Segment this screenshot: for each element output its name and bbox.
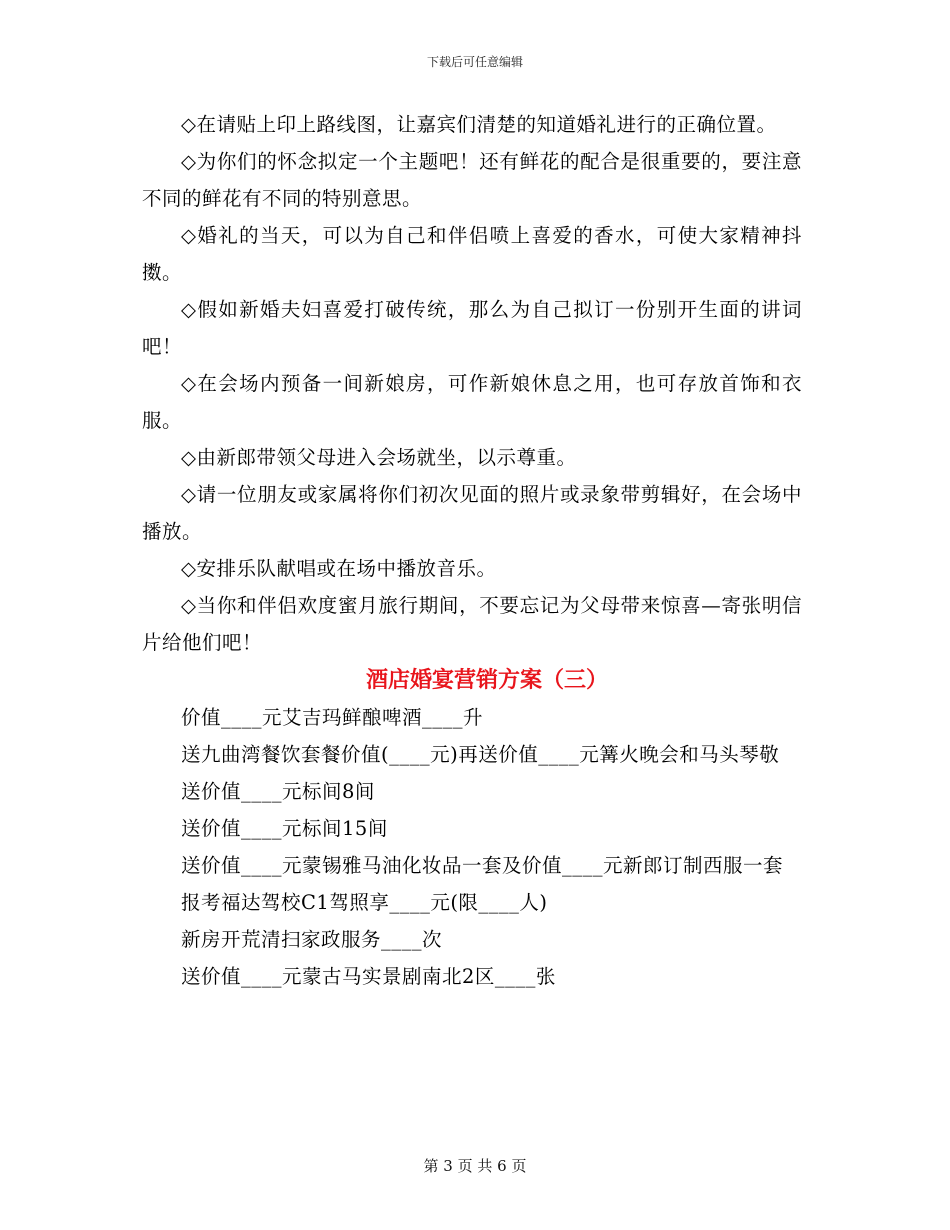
paragraph: 送价值____元蒙锡雅马油化妆品一套及价值____元新郎订制西服一套 [181,854,784,877]
paragraph: ◇在会场内预备一间新娘房，可作新娘休息之用，也可存放首饰和衣服。 [142,372,802,432]
paragraph: 送价值____元标间8间 [181,780,375,803]
paragraph: 送价值____元蒙古马实景剧南北2区____张 [181,965,556,988]
paragraph: ◇婚礼的当天，可以为自己和伴侣喷上喜爱的香水，可使大家精神抖擞。 [142,224,802,284]
section-title: 酒店婚宴营销方案（三） [365,667,608,693]
paragraph: 新房开荒清扫家政服务____次 [181,928,443,951]
page-header: 下载后可任意编辑 [426,55,523,69]
paragraph: ◇假如新婚夫妇喜爱打破传统，那么为自己拟订一份别开生面的讲词吧！ [142,298,802,358]
paragraph: ◇由新郎带领父母进入会场就坐，以示尊重。 [181,446,577,469]
paragraph: 报考福达驾校C1驾照享____元(限____人) [181,891,548,914]
paragraph: ◇在请贴上印上路线图，让嘉宾们清楚的知道婚礼进行的正确位置。 [181,113,777,136]
paragraph: ◇请一位朋友或家属将你们初次见面的照片或录象带剪辑好，在会场中播放。 [142,483,802,543]
paragraph: ◇安排乐队献唱或在场中播放音乐。 [181,557,497,580]
paragraph: 送九曲湾餐饮套餐价值(____元)再送价值____元篝火晚会和马头琴敬 [181,743,780,766]
paragraph: 价值____元艾吉玛鲜酿啤酒____升 [181,706,484,729]
paragraph: 送价值____元标间15间 [181,817,388,840]
paragraph: ◇当你和伴侣欢度蜜月旅行期间，不要忘记为父母带来惊喜—寄张明信片给他们吧！ [142,594,802,654]
paragraph: ◇为你们的怀念拟定一个主题吧！还有鲜花的配合是很重要的，要注意不同的鲜花有不同的特别意思。 [142,150,802,210]
page-content [142,106,802,995]
page-footer: 第 3 页 共 6 页 [423,1157,527,1175]
